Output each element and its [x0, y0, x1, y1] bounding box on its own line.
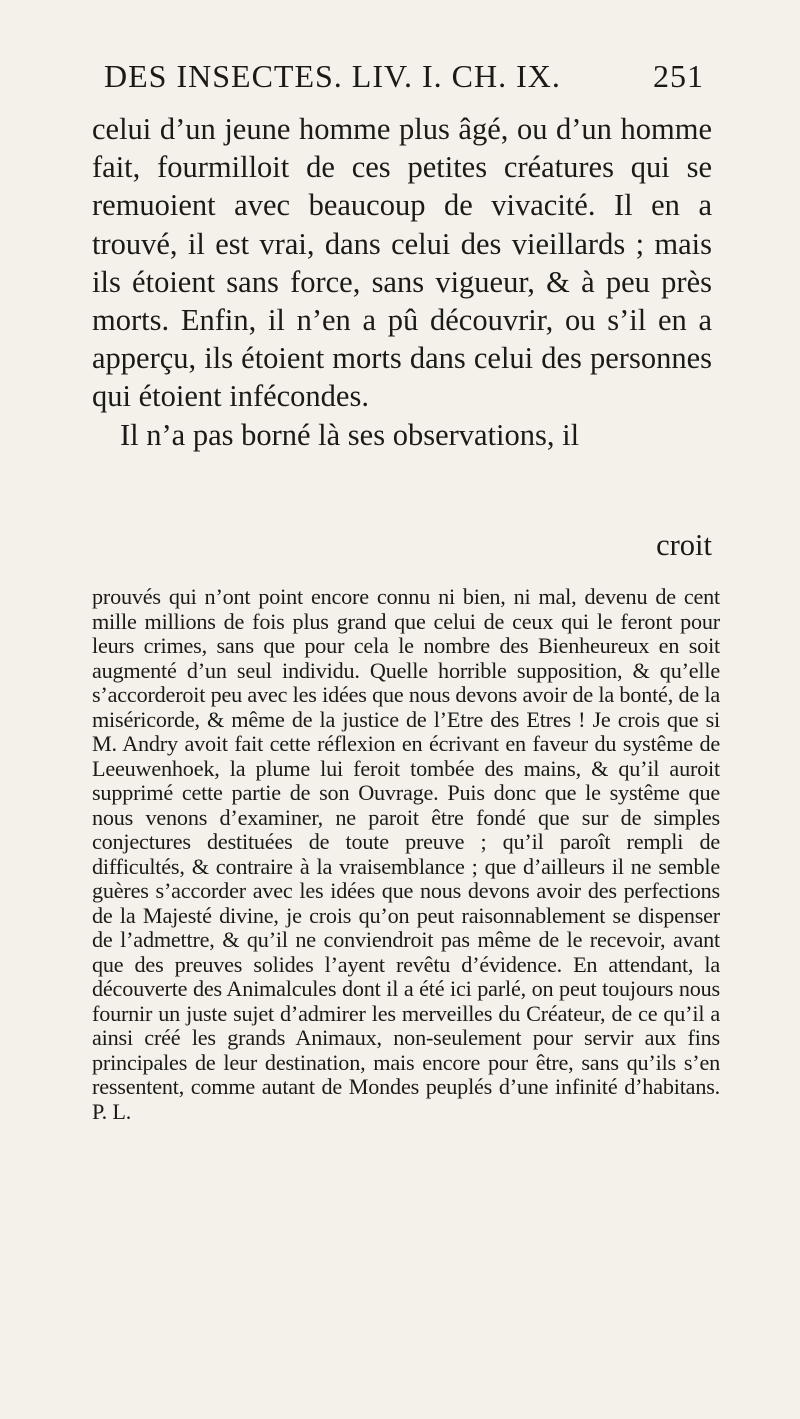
paragraph-1: celui d’un jeune homme plus âgé, ou d’un homme fait, fourmilloit de ces petites créatures qui se remuoient avec beaucoup de vivacité. Il en a trouvé, il est vrai, dans celui des vieillards ; mais ils étoient sans force, sans vigueur, & à peu près morts. Enfin, il n’en a pû découvrir, ou s’il en a apperçu, ils étoient morts dans celui des personnes qui étoient infécondes. — [92, 112, 712, 414]
page-number: 251 — [653, 58, 704, 94]
footnote-text — [92, 585, 720, 1124]
catchword: croit — [656, 528, 712, 562]
paragraph-2: Il n’a pas borné là ses observations, il — [120, 417, 580, 452]
running-head-title: DES INSECTES. LIV. I. CH. IX. — [104, 58, 561, 94]
footnote-signature: P. L. — [92, 1098, 132, 1124]
footnote — [92, 585, 720, 1124]
footnote-body: prouvés qui n’ont point encore connu ni bien, ni mal, devenu de cent mille millions de fois plus grand que celui de ceux qui le feront pour leurs crimes, sans que pour cela le nombre des Bienheureux en soit augmenté d’un seul individu. Quelle horrible supposition, & qu’elle s’accorderoit peu avec les idées que nous devons avoir de la bonté, de la miséricorde, & même de la justice de l’Etre des Etres ! Je crois que si M. Andry avoit fait cette réflexion en écrivant en faveur du systême de Leeuwenhoek, la plume lui feroit tombée des mains, & qu’il auroit supprimé cette partie de son Ouvrage. Puis donc que le systême que nous venons d’examiner, ne paroit être fondé que sur de simples conjectures destituées de toute preuve ; qu’il paroît rempli de difficultés, & contraire à la vraisemblance ; que d’ailleurs il ne semble guères s’accorder avec les idées que nous devons avoir des perfections de la Majesté divine, je crois qu’on peut raisonnablement se dispenser de l’admettre, & qu’il ne conviendroit pas même de le recevoir, avant que des preuves solides l’ayent revêtu d’évidence. En attendant, la découverte des Animalcules dont il a été ici parlé, on peut toujours nous fournir un juste sujet d’admirer les merveilles du Créateur, de ce qu’il a ainsi créé les grands Animaux, non-seulement pour servir aux fins principales de leur destination, mais encore pour être, sans qu’ils s’en ressentent, comme autant de Mondes peuplés d’une infinité d’habitans. — [92, 584, 720, 1099]
running-head — [104, 58, 704, 95]
main-text — [92, 110, 712, 454]
